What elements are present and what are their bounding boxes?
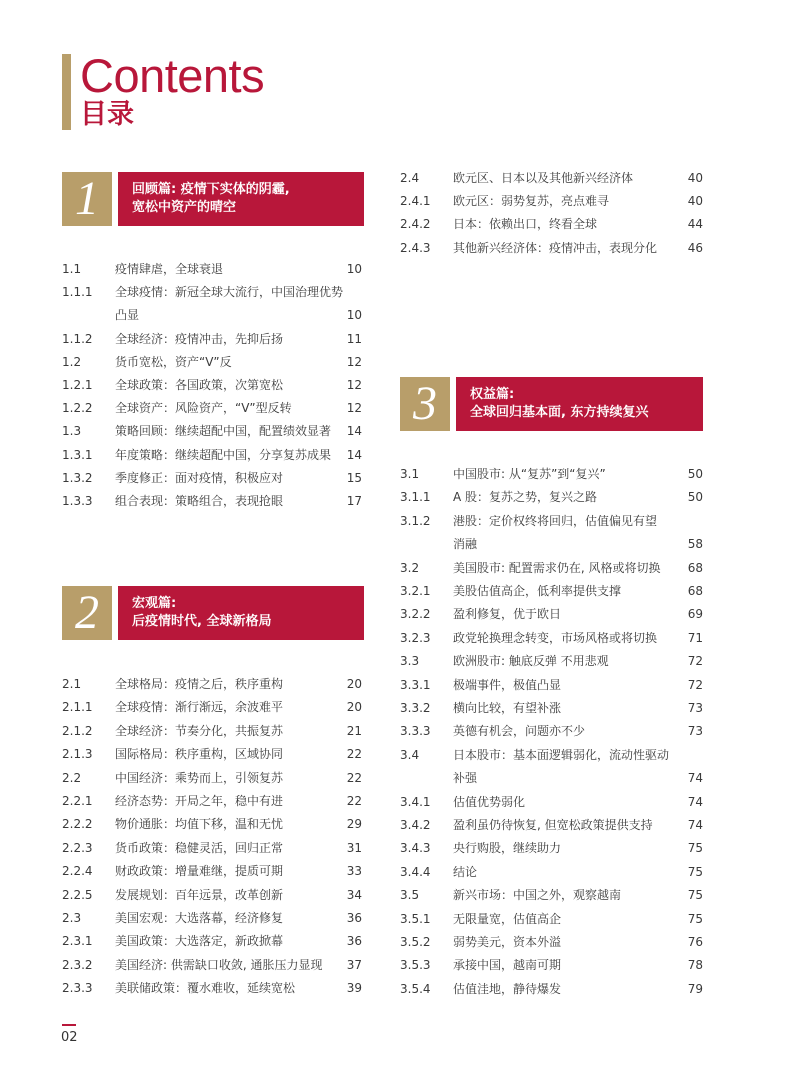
toc-row[interactable] [62, 445, 362, 465]
toc-entry-number: 2.3 [62, 911, 82, 925]
toc-entry-number: 2.1.1 [62, 700, 93, 715]
toc-row[interactable] [62, 491, 362, 511]
toc-entry-page: 10 [346, 308, 362, 323]
toc-entry-title: 日本股市：基本面逻辑弱化，流动性驱动 [453, 747, 670, 762]
toc-entry-title: 央行购股，继续助力 [453, 841, 562, 856]
toc-entry-number: 3.5.3 [400, 958, 431, 973]
toc-entry-title: 中国经济：乘势而上，引领复苏 [115, 770, 284, 785]
toc-entry-number: 3.1.2 [400, 513, 431, 528]
toc-row[interactable] [400, 487, 703, 507]
toc-entry-title: 美国经济: 供需缺口收敛, 通胀压力显现 [115, 957, 323, 972]
toc-entry-page: 75 [687, 841, 703, 856]
toc-row[interactable] [400, 604, 703, 624]
toc-entry-page: 36 [346, 911, 362, 925]
toc-entry-page: 68 [687, 584, 703, 598]
toc-entry-title: 全球经济：疫情冲击，先抑后扬 [115, 331, 284, 346]
toc-entry-title: 盈利虽仍待恢复, 但宽松政策提供支持 [453, 818, 653, 832]
section-3-number: 3 [400, 377, 450, 431]
toc-entry-number: 3.4.1 [400, 794, 431, 809]
toc-entry-number: 3.5.2 [400, 935, 431, 949]
toc-entry-number: 1.3.3 [62, 494, 93, 508]
toc-row[interactable] [400, 558, 703, 578]
toc-entry-title: 物价通胀：均值下移，温和无忧 [115, 817, 284, 832]
toc-entry-number: 3.2 [400, 560, 420, 575]
toc-entry-number: 2.4.1 [400, 194, 431, 209]
section-1-header [62, 172, 364, 226]
toc-entry-page: 40 [687, 194, 703, 209]
toc-entry-title: 全球经济：节奏分化，共振复苏 [115, 723, 284, 738]
toc-row[interactable] [400, 191, 703, 211]
toc-entry-title: 新兴市场：中国之外，观察越南 [453, 888, 622, 903]
toc-entry-title: 美股估值高企，低利率提供支撑 [453, 584, 622, 598]
section-2-number: 2 [62, 586, 112, 640]
toc-entry-number: 2.4 [400, 171, 420, 185]
toc-row[interactable] [400, 909, 703, 929]
toc-entry-title: 补强 [453, 771, 478, 786]
toc-entry-page: 12 [346, 378, 362, 392]
toc-row[interactable] [62, 931, 362, 951]
toc-entry-title: 季度修正：面对疫情，积极应对 [115, 470, 284, 485]
toc-row[interactable] [62, 768, 362, 788]
section-1-title-line2: 宽松中资产的晴空 [132, 200, 237, 215]
section-2-title-line1: 宏观篇: [132, 596, 177, 611]
toc-entry-page: 46 [687, 240, 703, 255]
toc-entry-page: 39 [346, 981, 362, 996]
toc-entry-page: 75 [687, 911, 703, 926]
toc-row[interactable] [62, 282, 362, 302]
toc-entry-number: 1.2 [62, 354, 82, 369]
toc-entry-title: 疫情肆虐，全球衰退 [115, 262, 224, 276]
section-3-header [400, 377, 703, 431]
toc-entry-number: 2.2 [62, 770, 82, 785]
toc-row[interactable] [62, 814, 362, 834]
toc-entry-title: 横向比较，有望补涨 [453, 701, 562, 715]
toc-entry-page: 72 [687, 654, 703, 669]
toc-entry-page: 50 [687, 490, 703, 505]
toc-entry-page: 34 [346, 887, 362, 902]
toc-entry-number: 3.4.2 [400, 818, 431, 832]
section-3-title [456, 377, 703, 431]
toc-entry-page: 75 [687, 888, 703, 903]
toc-row[interactable] [400, 885, 703, 905]
toc-entry-number: 1.1 [62, 262, 82, 276]
toc-entry-page: 44 [687, 217, 703, 232]
toc-entry-page: 74 [687, 771, 703, 786]
toc-entry-page: 31 [346, 840, 362, 855]
toc-entry-page: 17 [346, 494, 362, 508]
toc-entry-number: 1.3.1 [62, 447, 93, 462]
toc-entry-page: 21 [346, 723, 362, 738]
toc-entry-page: 22 [346, 794, 362, 808]
toc-row[interactable] [400, 979, 703, 999]
section-2-header [62, 586, 364, 640]
toc-list-3 [400, 464, 703, 1004]
toc-entry-title: 发展规划：百年远景，改革创新 [115, 887, 284, 902]
toc-row[interactable] [62, 838, 362, 858]
toc-row[interactable] [62, 329, 362, 349]
toc-row[interactable] [400, 238, 703, 258]
toc-row[interactable] [62, 468, 362, 488]
toc-row[interactable] [62, 791, 362, 811]
toc-entry-number: 1.3.2 [62, 470, 93, 485]
toc-entry-page: 58 [687, 537, 703, 552]
toc-entry-page: 20 [346, 677, 362, 691]
toc-entry-number: 1.1.1 [62, 285, 93, 300]
section-2-title [118, 586, 364, 640]
toc-entry-number: 2.3.2 [62, 957, 93, 972]
toc-entry-page: 69 [687, 607, 703, 622]
toc-entry-number: 2.2.2 [62, 817, 93, 832]
toc-entry-title: 美国股市: 配置需求仍在, 风格或将切换 [453, 560, 661, 575]
toc-entry-title: 欧元区：弱势复苏，亮点难寻 [453, 194, 610, 209]
toc-entry-number: 2.2.1 [62, 794, 93, 808]
toc-row[interactable] [400, 862, 703, 882]
toc-entry-number: 1.2.1 [62, 378, 93, 392]
toc-entry-page: 36 [346, 934, 362, 949]
toc-entry-number: 1.1.2 [62, 331, 93, 346]
toc-entry-number: 2.3.3 [62, 981, 93, 996]
toc-row[interactable] [400, 628, 703, 648]
toc-entry-title: 日本：依赖出口，终看全球 [453, 217, 598, 232]
toc-entry-title: 全球疫情：渐行渐远，余波难平 [115, 700, 284, 715]
toc-entry-number: 3.1.1 [400, 490, 431, 505]
toc-entry-page: 40 [687, 171, 703, 185]
toc-entry-number: 3.5.4 [400, 981, 431, 996]
toc-entry-number: 3.3 [400, 654, 420, 669]
toc-row[interactable] [62, 885, 362, 905]
toc-entry-page: 22 [346, 770, 362, 785]
page-number: 02 [61, 1030, 78, 1045]
section-3-title-line2: 全球回归基本面, 东方持续复兴 [470, 405, 649, 420]
toc-entry-title: 欧元区、日本以及其他新兴经济体 [453, 171, 634, 185]
toc-entry-title: 估值洼地，静待爆发 [453, 981, 562, 996]
toc-entry-title: A 股：复苏之势，复兴之路 [453, 490, 598, 505]
toc-row[interactable] [62, 674, 362, 694]
toc-entry-title: 美国宏观：大选落幕，经济修复 [115, 911, 284, 925]
toc-entry-title: 盈利修复，优于欧日 [453, 607, 562, 622]
toc-list-1 [62, 259, 362, 519]
toc-entry-number: 1.2.2 [62, 401, 93, 416]
toc-entry-title: 货币宽松，资产“V”反 [115, 354, 232, 369]
toc-entry-number: 3.3.2 [400, 701, 431, 715]
toc-entry-number: 3.5.1 [400, 911, 431, 926]
toc-entry-title: 政党轮换理念转变，市场风格或将切换 [453, 630, 658, 645]
toc-row[interactable] [62, 375, 362, 395]
toc-row[interactable] [62, 955, 362, 975]
toc-row[interactable] [400, 721, 703, 741]
toc-entry-number: 3.4 [400, 747, 420, 762]
toc-row[interactable] [62, 305, 362, 325]
toc-row[interactable] [62, 744, 362, 764]
toc-entry-number: 3.4.4 [400, 864, 431, 879]
toc-entry-page: 20 [346, 700, 362, 715]
section-1-number: 1 [62, 172, 112, 226]
toc-entry-page: 73 [687, 724, 703, 739]
toc-row[interactable] [62, 352, 362, 372]
toc-entry-page: 10 [346, 262, 362, 276]
toc-entry-title: 国际格局：秩序重构，区域协同 [115, 747, 284, 762]
toc-entry-page: 78 [687, 958, 703, 973]
toc-entry-number: 3.3.3 [400, 724, 431, 739]
section-3-title-line1: 权益篇: [470, 387, 515, 402]
toc-entry-page: 14 [346, 424, 362, 439]
toc-row[interactable] [400, 511, 703, 531]
toc-entry-page: 33 [346, 864, 362, 879]
toc-entry-title: 凸显 [115, 308, 140, 323]
toc-entry-page: 22 [346, 747, 362, 762]
toc-entry-title: 全球资产：风险资产，“V”型反转 [115, 401, 292, 416]
toc-entry-page: 68 [687, 560, 703, 575]
toc-entry-page: 15 [346, 470, 362, 485]
toc-entry-title: 经济态势：开局之年，稳中有进 [115, 794, 284, 808]
toc-entry-title: 美国政策：大选落定，新政掀幕 [115, 934, 284, 949]
page-title: Contents [80, 49, 265, 102]
toc-entry-number: 2.2.5 [62, 887, 93, 902]
toc-entry-number: 3.2.2 [400, 607, 431, 622]
toc-entry-page: 74 [687, 818, 703, 832]
toc-entry-number: 1.3 [62, 424, 82, 439]
toc-entry-page: 75 [687, 864, 703, 879]
toc-row[interactable] [400, 768, 703, 788]
toc-entry-title: 弱势美元，资本外溢 [453, 935, 562, 949]
toc-entry-page: 50 [687, 467, 703, 481]
toc-entry-title: 结论 [453, 864, 478, 879]
toc-row[interactable] [400, 581, 703, 601]
toc-entry-number: 2.4.2 [400, 217, 431, 232]
toc-entry-title: 其他新兴经济体：疫情冲击，表现分化 [453, 240, 658, 255]
toc-entry-page: 12 [346, 401, 362, 416]
toc-entry-title: 估值优势弱化 [453, 794, 526, 809]
toc-entry-title: 货币政策：稳健灵活，回归正常 [115, 840, 284, 855]
toc-entry-page: 11 [346, 331, 362, 346]
toc-entry-title: 极端事件，极值凸显 [453, 677, 562, 692]
toc-row[interactable] [400, 745, 703, 765]
toc-entry-title: 消融 [453, 537, 478, 552]
section-1-title-line1: 回顾篇: 疫情下实体的阴霾, [132, 182, 290, 197]
toc-entry-number: 3.4.3 [400, 841, 431, 856]
section-2-title-line2: 后疫情时代, 全球新格局 [132, 614, 272, 629]
toc-entry-number: 2.3.1 [62, 934, 93, 949]
toc-list-r1 [400, 168, 703, 263]
toc-entry-title: 承接中国，越南可期 [453, 958, 562, 973]
toc-entry-title: 港股：定价权终将回归，估值偏见有望 [453, 513, 658, 528]
toc-row[interactable] [400, 932, 703, 952]
toc-entry-title: 年度策略：继续超配中国，分享复苏成果 [115, 447, 332, 462]
toc-entry-number: 2.2.3 [62, 840, 93, 855]
toc-entry-title: 财政政策：增量难继，提质可期 [115, 864, 284, 879]
toc-entry-number: 3.2.1 [400, 584, 431, 598]
page-title-cn: 目录 [80, 99, 134, 130]
toc-entry-title: 无限量宽，估值高企 [453, 911, 562, 926]
toc-entry-page: 73 [687, 701, 703, 715]
toc-row[interactable] [400, 534, 703, 554]
toc-row[interactable] [62, 721, 362, 741]
toc-row[interactable] [400, 838, 703, 858]
toc-entry-page: 14 [346, 447, 362, 462]
toc-entry-page: 76 [687, 935, 703, 949]
toc-entry-title: 组合表现：策略组合，表现抢眼 [115, 494, 284, 508]
toc-row[interactable] [62, 978, 362, 998]
toc-row[interactable] [62, 398, 362, 418]
toc-entry-title: 欧洲股市: 触底反弹 不用悲观 [453, 654, 609, 669]
toc-entry-title: 英德有机会，问题亦不少 [453, 724, 586, 739]
page-number-accent [62, 1024, 76, 1026]
toc-entry-number: 3.3.1 [400, 677, 431, 692]
toc-entry-page: 12 [346, 354, 362, 369]
toc-row[interactable] [62, 908, 362, 928]
toc-entry-number: 3.5 [400, 888, 420, 903]
toc-entry-title: 全球疫情：新冠全球大流行，中国治理优势 [115, 285, 344, 300]
toc-entry-page: 72 [687, 677, 703, 692]
toc-entry-number: 2.1.3 [62, 747, 93, 762]
toc-list-2 [62, 674, 362, 1004]
toc-row[interactable] [400, 675, 703, 695]
toc-row[interactable] [400, 698, 703, 718]
toc-entry-number: 2.4.3 [400, 240, 431, 255]
toc-row[interactable] [62, 421, 362, 441]
toc-entry-page: 37 [346, 957, 362, 972]
toc-entry-number: 3.2.3 [400, 630, 431, 645]
toc-row[interactable] [400, 214, 703, 234]
toc-entry-number: 2.1 [62, 677, 82, 691]
toc-entry-title: 美联储政策：覆水难收，延续宽松 [115, 981, 296, 996]
title-accent-bar [62, 54, 71, 130]
toc-entry-number: 2.2.4 [62, 864, 93, 879]
toc-entry-number: 3.1 [400, 467, 420, 481]
toc-entry-number: 2.1.2 [62, 723, 93, 738]
toc-row[interactable] [400, 815, 703, 835]
toc-row[interactable] [400, 792, 703, 812]
toc-entry-page: 74 [687, 794, 703, 809]
toc-row[interactable] [400, 955, 703, 975]
toc-row[interactable] [400, 464, 703, 484]
toc-entry-title: 全球政策：各国政策，次第宽松 [115, 378, 284, 392]
toc-entry-title: 中国股市: 从“复苏”到“复兴” [453, 467, 606, 481]
toc-entry-page: 71 [687, 630, 703, 645]
section-1-title [118, 172, 364, 226]
toc-entry-page: 79 [687, 981, 703, 996]
toc-entry-page: 29 [346, 817, 362, 832]
toc-entry-title: 策略回顾：继续超配中国，配置绩效显著 [115, 424, 332, 439]
toc-row[interactable] [400, 651, 703, 671]
toc-row[interactable] [62, 861, 362, 881]
toc-row[interactable] [62, 697, 362, 717]
toc-row[interactable] [400, 168, 703, 188]
toc-entry-title: 全球格局：疫情之后，秩序重构 [115, 677, 284, 691]
toc-row[interactable] [62, 259, 362, 279]
